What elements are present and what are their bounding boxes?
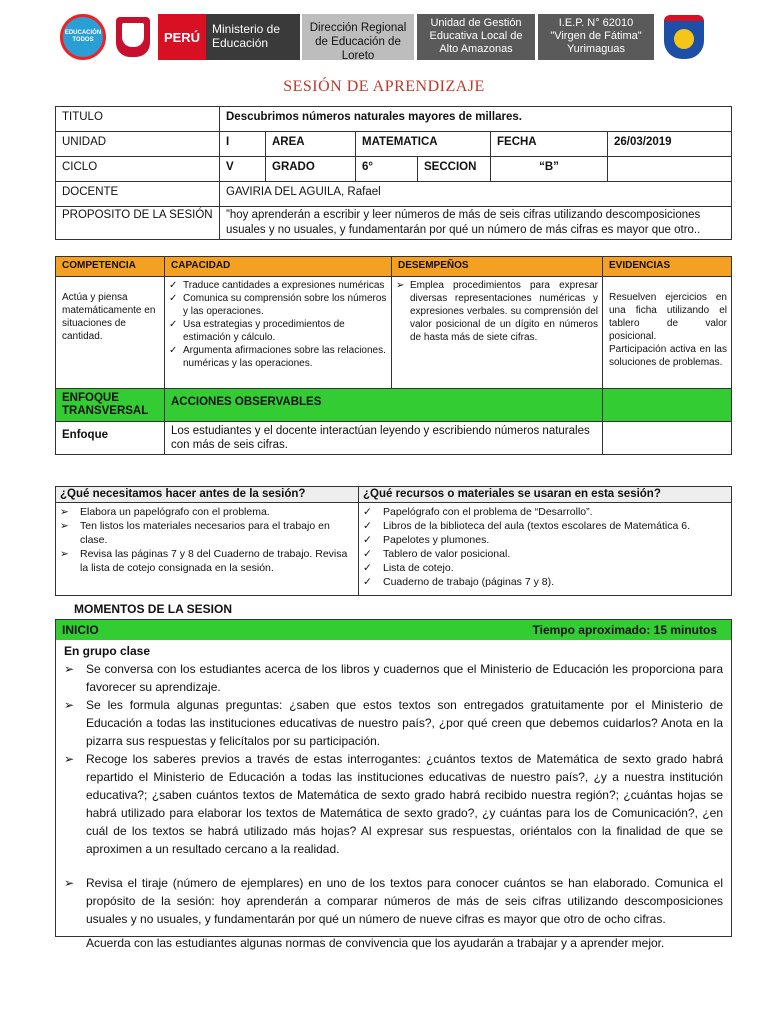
enfoque-transversal-label: ENFOQUE TRANSVERSAL bbox=[56, 389, 165, 422]
titulo-label: TITULO bbox=[56, 107, 220, 132]
list-item: ✓ Papelógrafo con el problema de “Desarrollo”. bbox=[363, 506, 593, 518]
arrow-bullet-icon: ➢ bbox=[64, 752, 75, 766]
arrow-bullet-icon: ➢ bbox=[60, 520, 69, 532]
list-item: ✓ Usa estrategias y procedimientos de estimación y cálculo. bbox=[169, 319, 345, 343]
ugel-label: Unidad de Gestión Educativa Local de Alto Amazonas bbox=[417, 14, 535, 60]
docente-label: DOCENTE bbox=[56, 182, 220, 207]
arrow-bullet-icon: ➢ bbox=[396, 280, 405, 291]
fecha-label: FECHA bbox=[491, 132, 608, 157]
list-item: ✓ Libros de la biblioteca del aula (textos escolares de Matemática 6. bbox=[363, 520, 691, 532]
list-item: ✓ Cuaderno de trabajo (páginas 7 y 8). bbox=[363, 576, 555, 588]
competencia-text: Actúa y piensa matemáticamente en situaciones de cantidad. bbox=[56, 277, 165, 389]
education-logo: EDUCACIÓN TODOS bbox=[60, 14, 106, 60]
ministerio-label: Ministerio de Educación bbox=[206, 14, 300, 60]
check-icon: ✓ bbox=[363, 506, 372, 518]
list-item: ➢ Se les formula algunas preguntas: ¿saben que estos textos son entregados gratuitamente por el Ministerio de Educación a todas las instituciones educativas de nuestro país?, ¿por qué creen que debemos cuidarlos? Anota en la pizarra sus respuestas y felicítalos por su participación. bbox=[64, 698, 723, 748]
evidencias-cell bbox=[603, 277, 732, 389]
area-value: MATEMATICA bbox=[356, 132, 491, 157]
inicio-label: INICIO bbox=[62, 623, 99, 637]
list-item: ➢ Revisa las páginas 7 y 8 del Cuaderno de trabajo. Revisa la lista de cotejo consignada en la sesión. bbox=[60, 548, 348, 574]
check-icon: ✓ bbox=[363, 576, 372, 588]
list-item: ➢ Elabora un papelógrafo con el problema. bbox=[60, 506, 270, 518]
list-item: ✓ Argumenta afirmaciones sobre las relaciones. numéricas y las operaciones. bbox=[169, 345, 386, 369]
enfoque-text: Los estudiantes y el docente interactúan leyendo y escribiendo números naturales con más de seis cifras. bbox=[165, 422, 603, 455]
minedu-block bbox=[158, 14, 414, 60]
enfoque-label: Enfoque bbox=[56, 422, 165, 455]
page-title: SESIÓN DE APRENDIZAJE bbox=[283, 78, 485, 95]
desempeno-cell bbox=[392, 277, 603, 389]
unidad-label: UNIDAD bbox=[56, 132, 220, 157]
list-item: ✓ Tablero de valor posicional. bbox=[363, 548, 511, 560]
arrow-bullet-icon: ➢ bbox=[64, 876, 75, 890]
check-icon: ✓ bbox=[363, 562, 372, 574]
competencias-table bbox=[55, 256, 732, 455]
seccion-value: “B” bbox=[491, 157, 608, 182]
fecha-value: 26/03/2019 bbox=[608, 132, 732, 157]
header-capacidad: CAPACIDAD bbox=[165, 257, 392, 277]
arrow-bullet-icon: ➢ bbox=[64, 662, 75, 676]
recursos-list bbox=[359, 503, 732, 596]
list-item: ➢ Recoge los saberes previos a través de estas interrogantes: ¿cuántos textos de Matemática de sexto grado habrá repartido el Ministerio de Educación a todas las instituciones educativas de nuestro país?, ¿y a nuestra institución educativa?; ¿saben cuántos textos de Matemática de sexto grado habrá recibido nuestra región?; ¿cuántas hojas se habrá utilizado para elaborar los textos de Matemática de sexto grado?, ¿y cuántas para los de Comunicación?, ¿en cuál de los textos se habrá utilizado más hojas? Al expresar sus respuestas, oriéntalos con la finalidad de que se aproximen a un resultado cercano a la realidad. bbox=[64, 752, 723, 856]
closing-text: Acuerda con las estudiantes algunas normas de convivencia que los ayudarán a trabajar y a aprender mejor. bbox=[86, 936, 665, 950]
peru-label: PERÚ bbox=[158, 14, 206, 60]
acciones-label: ACCIONES OBSERVABLES bbox=[165, 389, 603, 422]
header-desempenos: DESEMPEÑOS bbox=[392, 257, 603, 277]
seccion-label: SECCION bbox=[418, 157, 491, 182]
list-item: ➢ Ten listos los materiales necesarios para el trabajo en clase. bbox=[60, 520, 330, 546]
unidad-value: I bbox=[220, 132, 266, 157]
grupo-label: En grupo clase bbox=[64, 644, 151, 658]
capacidades-list bbox=[165, 277, 392, 389]
check-icon: ✓ bbox=[169, 319, 178, 330]
school-crest-icon bbox=[664, 15, 704, 59]
check-icon: ✓ bbox=[169, 280, 178, 291]
arrow-bullet-icon: ➢ bbox=[60, 548, 69, 560]
list-item: ✓ Lista de cotejo. bbox=[363, 562, 454, 574]
dre-label: Dirección Regional de Educación de Loreto bbox=[302, 14, 414, 60]
list-item: ✓ Papelotes y plumones. bbox=[363, 534, 490, 546]
evidencia-item: Participación activa en las soluciones de problemas. bbox=[609, 344, 727, 368]
desempeno-text: Emplea procedimientos para expresar diversas representaciones numéricas y expresiones verbales. su comprensión del valor posicional de un dígito en números de hasta más de siete cifras. bbox=[410, 280, 598, 343]
session-info-table bbox=[55, 106, 732, 240]
proposito-label: PROPOSITO DE LA SESIÓN bbox=[56, 207, 220, 240]
grado-label: GRADO bbox=[266, 157, 356, 182]
peru-shield-icon bbox=[116, 17, 150, 57]
ciclo-value: V bbox=[220, 157, 266, 182]
inicio-header bbox=[56, 620, 731, 640]
recursos-header: ¿Qué recursos o materiales se usaran en esta sesión? bbox=[359, 487, 732, 503]
iep-label: I.E.P. N° 62010 "Virgen de Fátima" Yurimaguas bbox=[538, 14, 654, 60]
inicio-body bbox=[56, 640, 731, 954]
antes-list bbox=[56, 503, 359, 596]
titulo-value: Descubrimos números naturales mayores de millares. bbox=[220, 107, 732, 132]
inicio-section bbox=[55, 619, 732, 950]
list-item: ➢ Se conversa con los estudiantes acerca de los libros y cuadernos que el Ministerio de Educación les proporciona para favorecer su aprendizaje. bbox=[64, 662, 723, 694]
list-item: ✓ Comunica su comprensión sobre los números y las operaciones. bbox=[169, 293, 387, 317]
area-label: AREA bbox=[266, 132, 356, 157]
check-icon: ✓ bbox=[363, 548, 372, 560]
grado-value: 6° bbox=[356, 157, 418, 182]
momentos-title: MOMENTOS DE LA SESION bbox=[74, 602, 233, 616]
check-icon: ✓ bbox=[363, 520, 372, 532]
evidencia-item: Resuelven ejercicios en una ficha utilizando el tablero de valor posicional. bbox=[609, 292, 727, 342]
header-banner bbox=[60, 14, 708, 60]
arrow-bullet-icon: ➢ bbox=[64, 698, 75, 712]
list-item: ✓ Traduce cantidades a expresiones numéricas bbox=[169, 280, 385, 291]
ciclo-label: CICLO bbox=[56, 157, 220, 182]
antes-header: ¿Qué necesitamos hacer antes de la sesión? bbox=[56, 487, 359, 503]
proposito-value: ”hoy aprenderán a escribir y leer números de más de seis cifras utilizando descomposiciones usuales y no usuales, y fundamentarán por qué un número de más cifras es mayor que otro.. bbox=[220, 207, 732, 240]
list-item: ➢ Revisa el tiraje (número de ejemplares) en uno de los textos para conocer cuántos se han elaborado. Comunica el propósito de la sesión: hoy aprenderán a comparar números de más de seis cifras utilizando descomposiciones usuales y no usuales, y fundamentarán por qué un número de nueve cifras es mayor que otro de ocho cifras. bbox=[64, 876, 723, 926]
tiempo-label: Tiempo aproximado: 15 minutos bbox=[532, 623, 717, 637]
preparacion-table bbox=[55, 486, 732, 596]
arrow-bullet-icon: ➢ bbox=[60, 506, 69, 518]
check-icon: ✓ bbox=[169, 293, 178, 304]
check-icon: ✓ bbox=[363, 534, 372, 546]
header-competencia: COMPETENCIA bbox=[56, 257, 165, 277]
header-evidencias: EVIDENCIAS bbox=[603, 257, 732, 277]
docente-value: GAVIRIA DEL AGUILA, Rafael bbox=[220, 182, 732, 207]
check-icon: ✓ bbox=[169, 345, 178, 356]
